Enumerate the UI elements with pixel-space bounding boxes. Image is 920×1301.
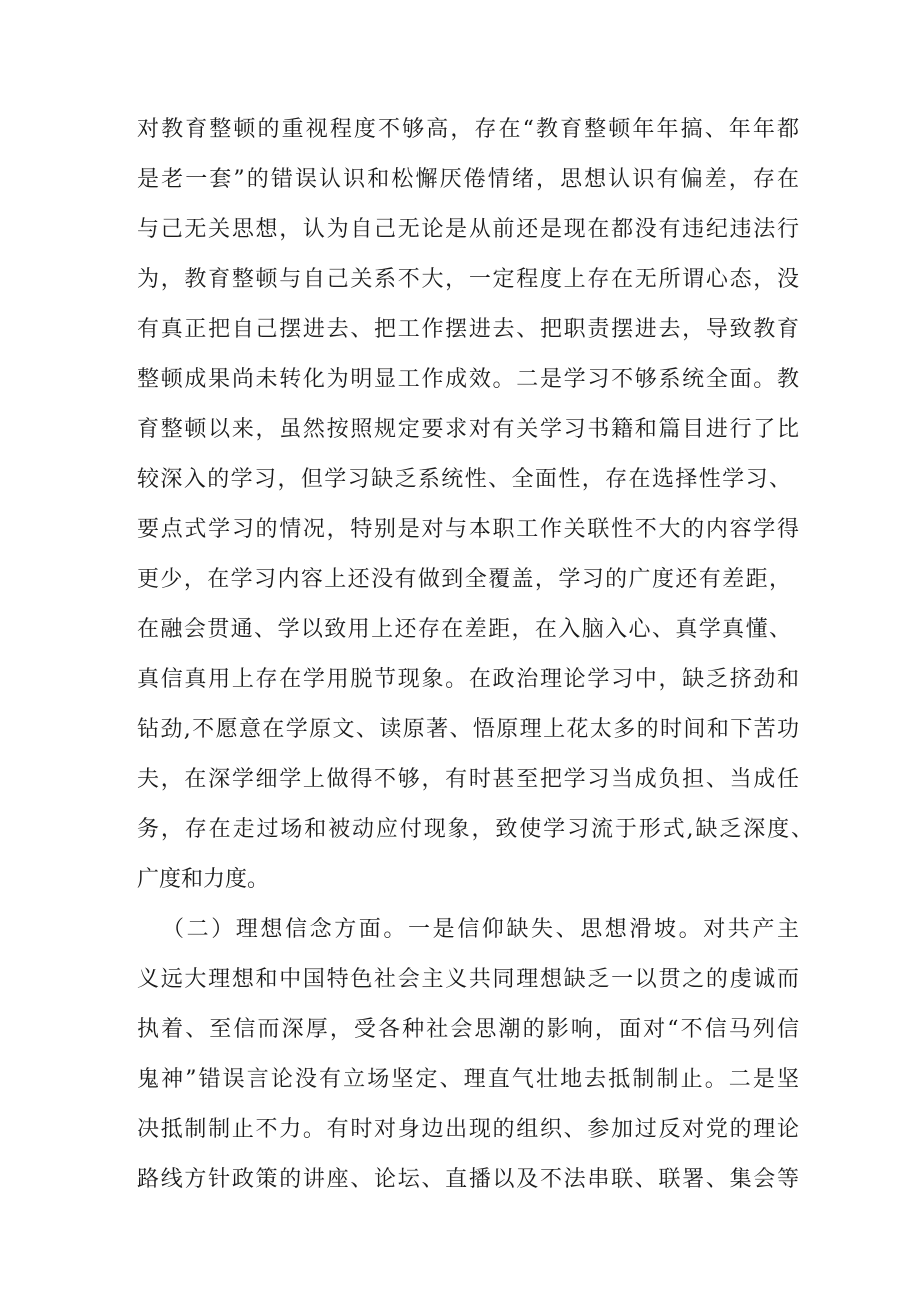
text-line: 更少，在学习内容上还没有做到全覆盖，学习的广度还有差距，	[137, 567, 791, 592]
text-line: 执着、至信而深厚，受各种社会思潮的影响，面对“不信马列信	[137, 1017, 799, 1042]
text-line: 要点式学习的情况，特别是对与本职工作关联性不大的内容学得	[137, 517, 799, 542]
text-line: 对教育整顿的重视程度不够高，存在“教育整顿年年搞、年年都	[137, 117, 799, 142]
text-line: 真信真用上存在学用脱节现象。在政治理论学习中，缺乏挤劲和	[137, 667, 799, 692]
text-line: 决抵制制止不力。有时对身边出现的组织、参加过反对党的理论	[137, 1117, 799, 1142]
text-line: 义远大理想和中国特色社会主义共同理想缺乏一以贯之的虔诚而	[137, 967, 799, 992]
text-line: 是老一套”的错误认识和松懈厌倦情绪，思想认识有偏差，存在	[137, 167, 799, 192]
text-line: 与己无关思想，认为自己无论是从前还是现在都没有违纪违法行	[137, 217, 799, 242]
text-line: 为，教育整顿与自己关系不大，一定程度上存在无所谓心态，没	[137, 267, 799, 292]
text-line: 较深入的学习，但学习缺乏系统性、全面性，存在选择性学习、	[137, 467, 791, 492]
text-line: 鬼神”错误言论没有立场坚定、理直气壮地去抵制制止。二是坚	[137, 1067, 799, 1092]
text-line-last: 广度和力度。	[137, 867, 270, 892]
text-line: 有真正把自己摆进去、把工作摆进去、把职责摆进去，导致教育	[137, 317, 799, 342]
text-line: 务，存在走过场和被动应付现象，致使学习流于形式,缺乏深度、	[137, 817, 813, 842]
text-line: 路线方针政策的讲座、论坛、直播以及不法串联、联署、集会等	[137, 1167, 799, 1192]
text-line: 育整顿以来，虽然按照规定要求对有关学习书籍和篇目进行了比	[137, 417, 799, 442]
text-line: 钻劲,不愿意在学原文、读原著、悟原理上花太多的时间和下苦功	[137, 717, 799, 742]
section-heading-line: （二）理想信念方面。一是信仰缺失、思想滑坡。对共产主	[162, 917, 799, 942]
text-line: 夫，在深学细学上做得不够，有时甚至把学习当成负担、当成任	[137, 767, 799, 792]
text-line: 在融会贯通、学以致用上还存在差距，在入脑入心、真学真懂、	[137, 617, 791, 642]
text-line: 整顿成果尚未转化为明显工作成效。二是学习不够系统全面。教	[137, 367, 799, 392]
